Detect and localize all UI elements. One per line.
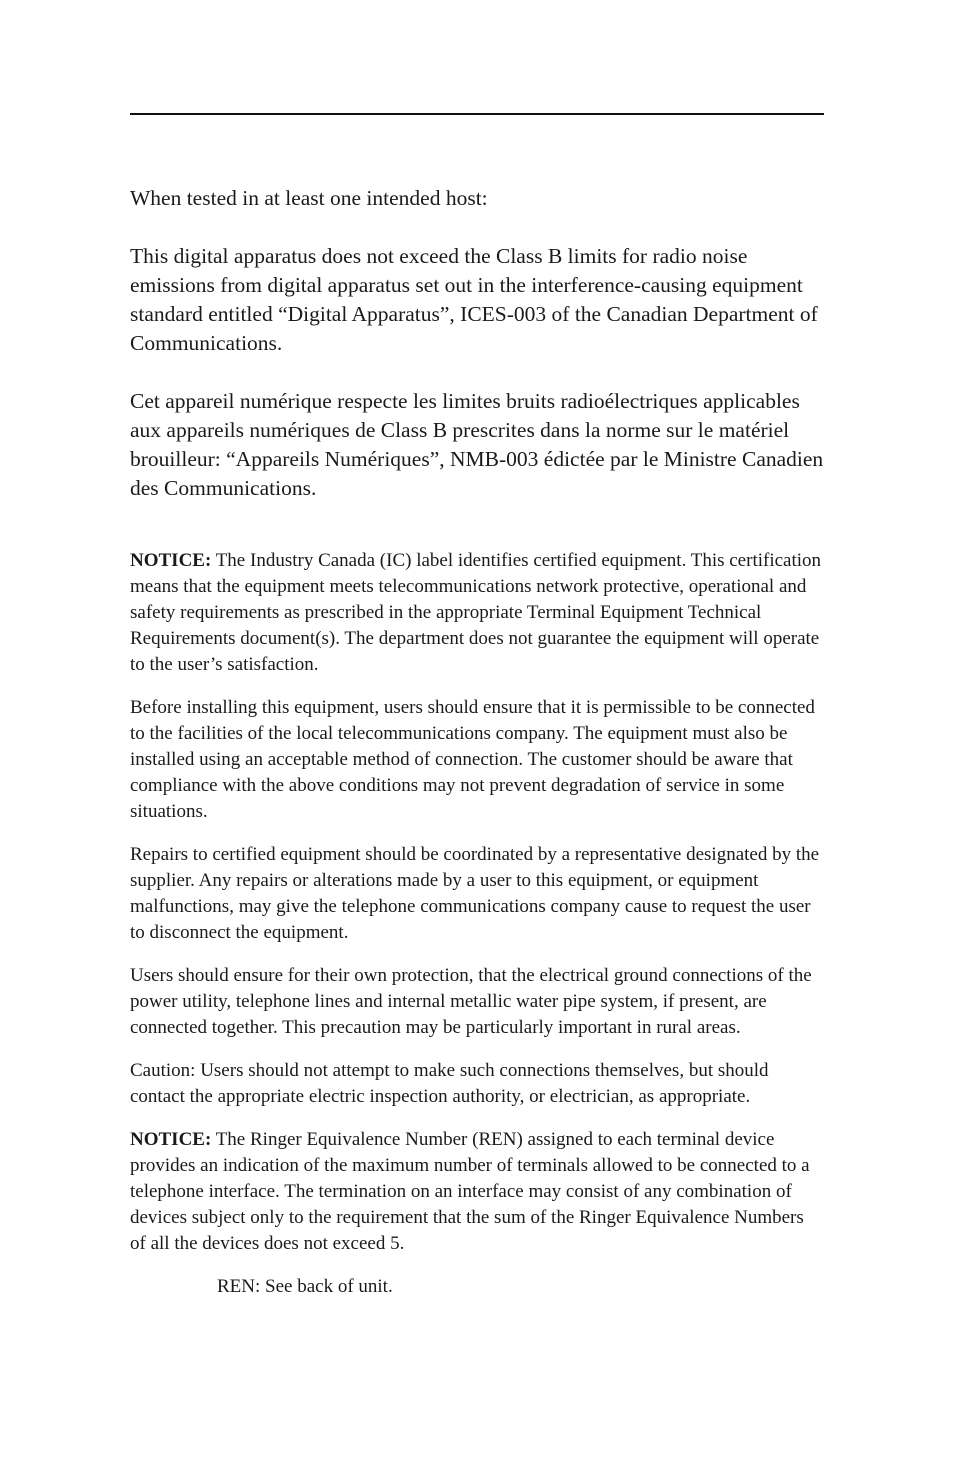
repairs-paragraph: Repairs to certified equipment should be coordinated by a representative designated by the supplier. Any repairs or alterations made by a user to this equipment, or equipment malfunctions, may give the telephone communications company cause to request the user to disconnect the equipment. — [130, 844, 820, 943]
intro-paragraph: When tested in at least one intended host: — [130, 186, 488, 210]
notice-label: NOTICE: — [130, 550, 212, 571]
class-b-english-paragraph: This digital apparatus does not exceed the Class B limits for radio noise emissions from digital apparatus set out in the interference-causing equipment standard entitled “Digital Apparatus”, ICES-003 of the Canadian Department of Communications. — [130, 244, 818, 355]
grounding-paragraph: Users should ensure for their own protection, that the electrical ground connections of the power utility, telephone lines and internal metallic water pipe system, if present, are connected together. This precaution may be particularly important in rural areas. — [130, 965, 812, 1038]
notice-text: The Ringer Equivalence Number (REN) assigned to each terminal device provides an indication of the maximum number of terminals allowed to be connected to a telephone interface. The termination on an interface may consist of any combination of devices subject only to the requirement that the sum of the Ringer Equivalence Numbers of all the devices does not exceed 5. — [130, 1129, 810, 1254]
before-installing-paragraph: Before installing this equipment, users should ensure that it is permissible to be connected to the facilities of the local telecommunications company. The equipment must also be installed using an acceptable method of connection. The customer should be aware that compliance with the above conditions may not prevent degradation of service in some situations. — [130, 697, 815, 822]
caution-paragraph: Caution: Users should not attempt to make such connections themselves, but should contact the appropriate electric inspection authority, or electrician, as appropriate. — [130, 1060, 769, 1107]
regulatory-notice-content — [130, 184, 824, 1300]
class-b-french-paragraph: Cet appareil numérique respecte les limites bruits radioélectriques applicables aux appareils numériques de Class B prescrites dans la norme sur le matériel brouilleur: “Appareils Numériques”, NMB-003 édictée par le Ministre Canadien des Communications. — [130, 389, 824, 500]
ren-notice-paragraph — [130, 1127, 824, 1257]
notice-text: The Industry Canada (IC) label identifies certified equipment. This certification means that the equipment meets telecommunications network protective, operational and safety requirements as prescribed in the appropriate Terminal Equipment Technical Requirements document(s). The department does not guarantee the equipment will operate to the user’s satisfaction. — [130, 550, 822, 675]
ren-line: REN: See back of unit. — [217, 1276, 393, 1297]
ic-label-notice-paragraph — [130, 548, 824, 678]
top-rule — [130, 113, 824, 115]
notice-label: NOTICE: — [130, 1129, 212, 1150]
